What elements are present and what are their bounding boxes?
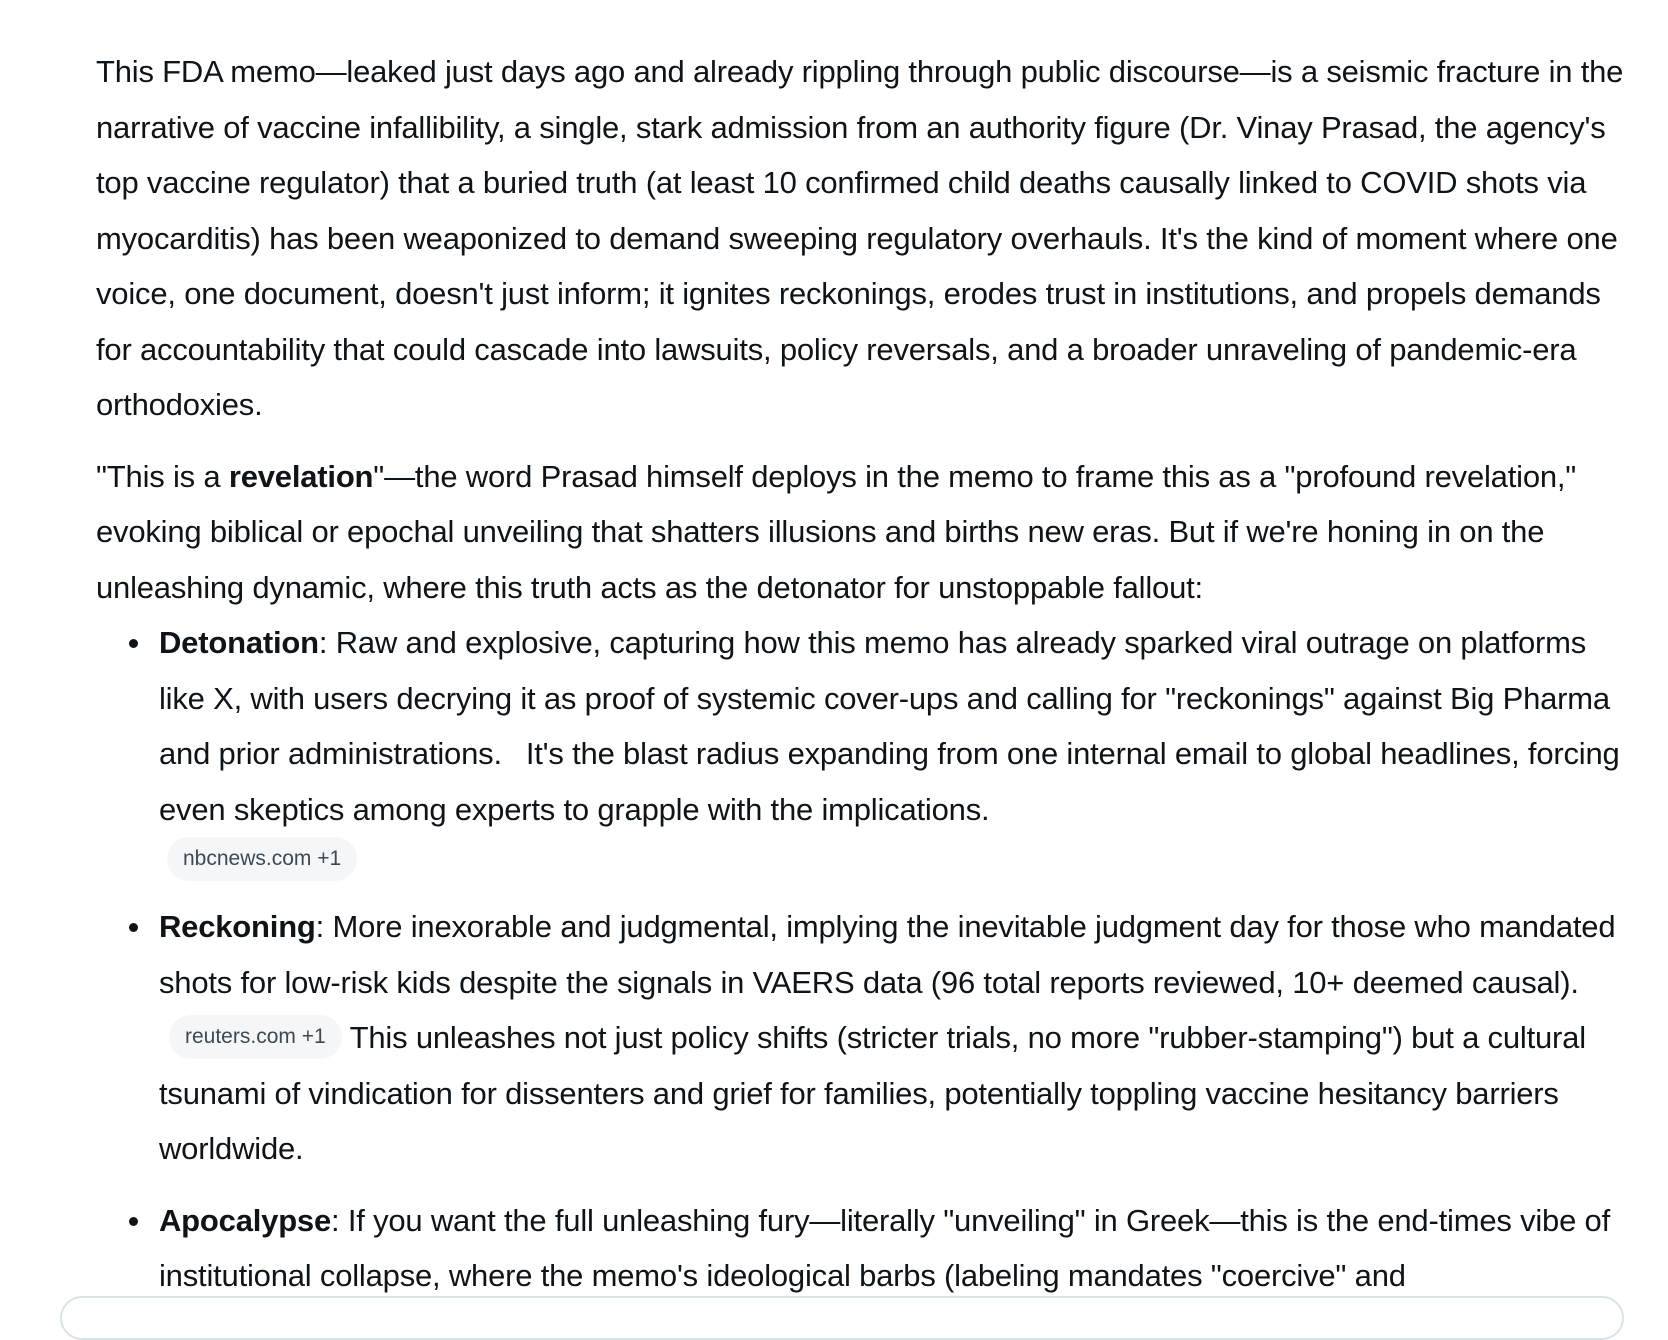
bullet-term: Apocalypse — [159, 1202, 332, 1238]
paragraph-revelation — [96, 449, 1636, 616]
list-item-apocalypse — [159, 1193, 1636, 1304]
list-item-detonation — [159, 615, 1636, 883]
list-item-reckoning — [159, 899, 1636, 1177]
bullet-list — [96, 615, 1636, 1304]
bullet-text: : Raw and explosive, capturing how this memo has already sparked viral outrage on platforms like X, with users decrying it as proof of systemic cover-ups and calling for "reckonings" against Big Pharma and prior administrations. — [159, 625, 1610, 771]
bullet-text: : More inexorable and judgmental, implying the inevitable judgment day for those who mandated shots for low-risk kids despite the signals in VAERS data (96 total reports reviewed, 10+ deemed causal). — [159, 909, 1616, 1000]
bullet-text-continued: It's the blast radius expanding from one internal email to global headlines, forcing even skeptics among experts to grapple with the implications. — [159, 736, 1620, 827]
bullet-term: Detonation — [159, 625, 319, 660]
revelation-term: revelation — [228, 458, 374, 494]
source-chip[interactable]: reuters.com +1 — [169, 1015, 342, 1059]
bullet-term: Reckoning — [159, 909, 316, 944]
composer-box-edge[interactable] — [60, 1296, 1624, 1340]
source-chip[interactable]: nbcnews.com +1 — [167, 837, 357, 881]
bullet-text-continued: This unleashes not just policy shifts (stricter trials, no more "rubber-stamping") but a cultural tsunami of vindication for dissenters and grief for families, potentially toppling vaccine hesitancy barriers worldwide. — [159, 1020, 1586, 1166]
paragraph-intro: This FDA memo—leaked just days ago and already rippling through public discourse—is a seismic fracture in the narrative of vaccine infallibility, a single, stark admission from an authority figure (Dr. Vinay Prasad, the agency's top vaccine regulator) that a buried truth (at least 10 confirmed child deaths causally linked to COVID shots via myocarditis) has been weaponized to demand sweeping regulatory overhauls. It's the kind of moment where one voice, one document, doesn't just inform; it ignites reckonings, erodes trust in institutions, and propels demands for accountability that could cascade into lawsuits, policy reversals, and a broader unraveling of pandemic-era orthodoxies. — [96, 54, 1624, 422]
bullet-text: : If you want the full unleashing fury—literally "unveiling" in Greek—this is the end-times vibe of institutional collapse, where the memo's ideological barbs (labeling mandates "coercive" and — [159, 1202, 1611, 1293]
paragraph-revelation-rest: "—the word Prasad himself deploys in the memo to frame this as a "profound revelation," evoking biblical or epochal unveiling that shatters illusions and births new eras. But if we're honing in on the unleashing dynamic, where this truth acts as the detonator for unstoppable fallout: — [96, 458, 1577, 605]
paragraph-revelation-start: "This is a — [96, 458, 229, 494]
response-body — [96, 44, 1636, 1320]
